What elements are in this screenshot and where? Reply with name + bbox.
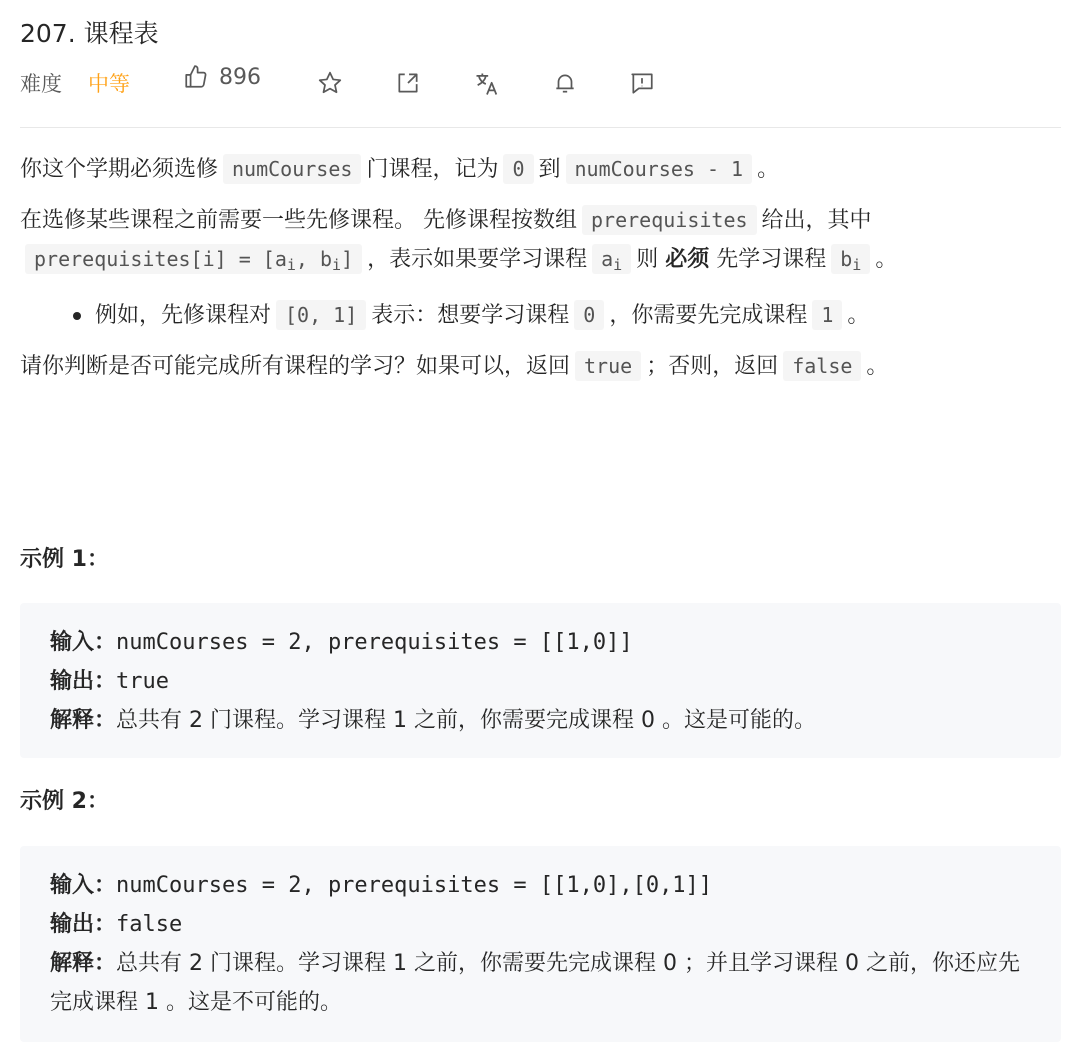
inline-code: false — [783, 351, 861, 381]
list-item — [95, 296, 1061, 335]
thumbs-up-icon — [183, 64, 209, 90]
like-count: 896 — [219, 64, 261, 90]
description-paragraph-2 — [20, 201, 1020, 284]
inline-code — [25, 244, 362, 274]
inline-code: [0, 1] — [276, 300, 366, 330]
code-text: ] — [341, 247, 354, 271]
code-text: b — [840, 247, 853, 271]
example-2-block — [20, 846, 1061, 1042]
inline-code: 1 — [812, 300, 842, 330]
text: 在选修某些课程之前需要一些先修课程。 先修课程按数组 — [20, 208, 577, 233]
problem-description — [20, 150, 1061, 398]
subscript: i — [852, 256, 862, 274]
text: 则 — [636, 247, 659, 272]
difficulty-badge: 中等 — [88, 72, 130, 96]
text: 门课程，记为 — [366, 157, 499, 182]
output-label: 输出： — [50, 912, 117, 937]
example-explanation — [50, 944, 1031, 1022]
text: 表示：想要学习课程 — [371, 303, 570, 328]
example-2-title: 示例 2： — [20, 789, 109, 814]
text: 到 — [538, 157, 561, 182]
inline-code — [592, 244, 631, 274]
subscript: i — [286, 256, 296, 274]
text: 先学习课程 — [716, 247, 827, 272]
code-text: prerequisites[i] = [a — [34, 247, 287, 271]
inline-code: numCourses - 1 — [566, 154, 753, 184]
explain-value: 总共有 2 门课程。学习课程 1 之前，你需要完成课程 0 。这是可能的。 — [116, 708, 816, 733]
input-value: numCourses = 2, prerequisites = [[1,0],[0,1]] — [116, 873, 713, 898]
text: ；否则，返回 — [646, 354, 779, 379]
example-input — [50, 623, 1031, 662]
example-output — [50, 905, 1031, 944]
text: 请你判断是否可能完成所有课程的学习？如果可以，返回 — [20, 354, 571, 379]
text: 。 — [875, 247, 898, 272]
description-paragraph-1 — [20, 150, 1061, 189]
text: 你这个学期必须选修 — [20, 157, 219, 182]
example-1-block — [20, 603, 1061, 758]
inline-code: 0 — [503, 154, 533, 184]
problem-meta-bar — [20, 64, 720, 102]
text: ，你需要先完成课程 — [609, 303, 808, 328]
header-divider — [20, 127, 1061, 128]
input-value: numCourses = 2, prerequisites = [[1,0]] — [116, 630, 633, 655]
text: ，表示如果要学习课程 — [367, 247, 588, 272]
code-text: a — [601, 247, 614, 271]
output-value: false — [116, 912, 183, 937]
description-list — [20, 296, 1061, 335]
example-input — [50, 866, 1031, 905]
explain-value: 总共有 2 门课程。学习课程 1 之前，你需要先完成课程 0 ；并且学习课程 0 之前，你还应先完成课程 1 。这是不可能的。 — [50, 951, 1020, 1015]
share-icon[interactable] — [395, 70, 421, 96]
feedback-icon[interactable] — [629, 70, 655, 96]
like-button[interactable] — [183, 64, 261, 90]
bold-text: 必须 — [665, 247, 710, 272]
inline-code — [831, 244, 870, 274]
description-paragraph-3 — [20, 347, 1061, 386]
subscript: i — [613, 256, 623, 274]
explain-label: 解释： — [50, 951, 117, 976]
bell-icon[interactable] — [552, 70, 578, 96]
text: 。 — [847, 303, 870, 328]
text: 。 — [757, 157, 780, 182]
text: 给出，其中 — [761, 208, 872, 233]
explain-label: 解释： — [50, 708, 117, 733]
translate-icon[interactable] — [473, 70, 499, 96]
subscript: i — [332, 256, 342, 274]
input-label: 输入： — [50, 630, 117, 655]
code-text: , b — [295, 247, 333, 271]
inline-code: prerequisites — [582, 205, 757, 235]
star-icon[interactable] — [317, 70, 343, 96]
example-explanation — [50, 701, 1031, 740]
output-value: true — [116, 669, 169, 694]
inline-code: 0 — [574, 300, 604, 330]
input-label: 输入： — [50, 873, 117, 898]
text: 。 — [866, 354, 889, 379]
output-label: 输出： — [50, 669, 117, 694]
example-1-title: 示例 1： — [20, 547, 109, 572]
text: 例如，先修课程对 — [95, 303, 272, 328]
inline-code: numCourses — [223, 154, 361, 184]
inline-code: true — [575, 351, 641, 381]
difficulty-label: 难度 — [20, 72, 62, 96]
example-output — [50, 662, 1031, 701]
problem-title: 207. 课程表 — [20, 19, 159, 48]
